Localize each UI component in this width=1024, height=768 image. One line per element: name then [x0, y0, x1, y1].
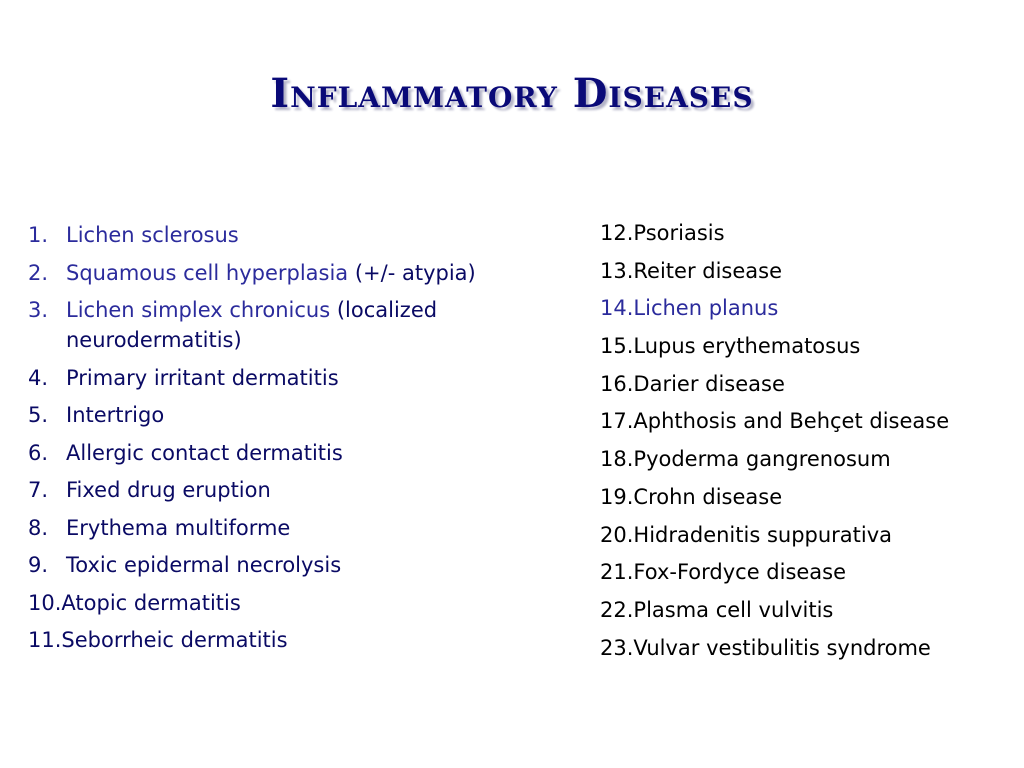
item-label: [66, 258, 476, 288]
slide-title: Inflammatory Diseases: [270, 70, 754, 117]
item-label: Fixed drug eruption: [66, 478, 271, 502]
list-item: [600, 293, 1020, 323]
list-item: [600, 595, 1020, 625]
item-label: Crohn disease: [633, 484, 783, 509]
item-number: 5.: [28, 403, 49, 427]
item-number: 4.: [28, 365, 49, 390]
list-item: [28, 295, 573, 355]
list-item: [28, 438, 573, 468]
list-item: [600, 331, 1020, 361]
item-name: Squamous cell hyperplasia: [66, 260, 349, 285]
list-item: [600, 406, 1020, 436]
item-label: Psoriasis: [633, 221, 725, 245]
item-number: 19.: [600, 484, 634, 509]
item-label: Allergic contact dermatitis: [66, 440, 343, 465]
list-item: [28, 220, 573, 250]
item-label: [66, 220, 239, 250]
item-number: 10.: [28, 590, 62, 615]
item-label: Erythema multiforme: [66, 515, 291, 540]
item-label: Reiter disease: [633, 258, 783, 283]
list-item: [28, 400, 573, 430]
item-number: 8.: [28, 515, 49, 540]
item-number: 23.: [600, 635, 634, 660]
item-name: Lichen simplex chronicus: [66, 298, 331, 322]
item-number: 21.: [600, 560, 634, 585]
list-item: [28, 258, 573, 288]
item-name: Lichen sclerosus: [66, 223, 239, 247]
item-label: Lichen planus: [633, 296, 779, 321]
list-item: [600, 218, 1020, 248]
item-label: Aphthosis and Behçet disease: [633, 409, 950, 434]
list-item: [28, 625, 573, 655]
list-item: [600, 369, 1020, 399]
item-label: Vulvar vestibulitis syndrome: [633, 635, 931, 660]
item-number: 14.: [600, 296, 634, 321]
item-label: Seborrheic dermatitis: [61, 628, 288, 652]
item-number: 1.: [28, 223, 49, 247]
list-item: [28, 513, 573, 543]
item-number: 18.: [600, 447, 634, 472]
item-number: 11.: [28, 628, 62, 652]
item-number: 3.: [28, 298, 49, 322]
item-number: 22.: [600, 597, 634, 622]
right-disease-list: [600, 218, 1020, 670]
list-item: [28, 363, 573, 393]
item-label: Atopic dermatitis: [61, 590, 241, 615]
item-note: (+/- atypia): [348, 260, 476, 285]
item-label: Toxic epidermal necrolysis: [66, 553, 342, 577]
left-disease-list: [28, 220, 573, 663]
item-number: 12.: [600, 221, 634, 245]
item-number: 16.: [600, 371, 634, 396]
item-label: Intertrigo: [66, 403, 165, 427]
item-label: Pyoderma gangrenosum: [633, 447, 891, 472]
item-label: Lupus erythematosus: [633, 334, 861, 359]
list-item: [600, 482, 1020, 512]
list-item: [600, 444, 1020, 474]
list-item: [28, 475, 573, 505]
list-item: [28, 550, 573, 580]
item-number: 17.: [600, 409, 634, 434]
item-label: Plasma cell vulvitis: [633, 597, 834, 622]
item-label: Hidradenitis suppurativa: [633, 522, 893, 547]
item-number: 7.: [28, 478, 49, 502]
item-number: 2.: [28, 260, 49, 285]
item-note: (localized neurodermatitis): [66, 298, 438, 352]
item-label: [66, 295, 556, 355]
item-number: 6.: [28, 440, 49, 465]
list-item: [600, 520, 1020, 550]
item-number: 9.: [28, 553, 49, 577]
item-number: 13.: [600, 258, 634, 283]
list-item: [28, 588, 573, 618]
item-label: Primary irritant dermatitis: [66, 365, 339, 390]
item-label: Fox-Fordyce disease: [633, 560, 847, 585]
item-label: Darier disease: [633, 371, 785, 396]
list-item: [600, 557, 1020, 587]
item-number: 20.: [600, 522, 634, 547]
item-number: 15.: [600, 334, 634, 359]
list-item: [600, 633, 1020, 663]
list-item: [600, 256, 1020, 286]
